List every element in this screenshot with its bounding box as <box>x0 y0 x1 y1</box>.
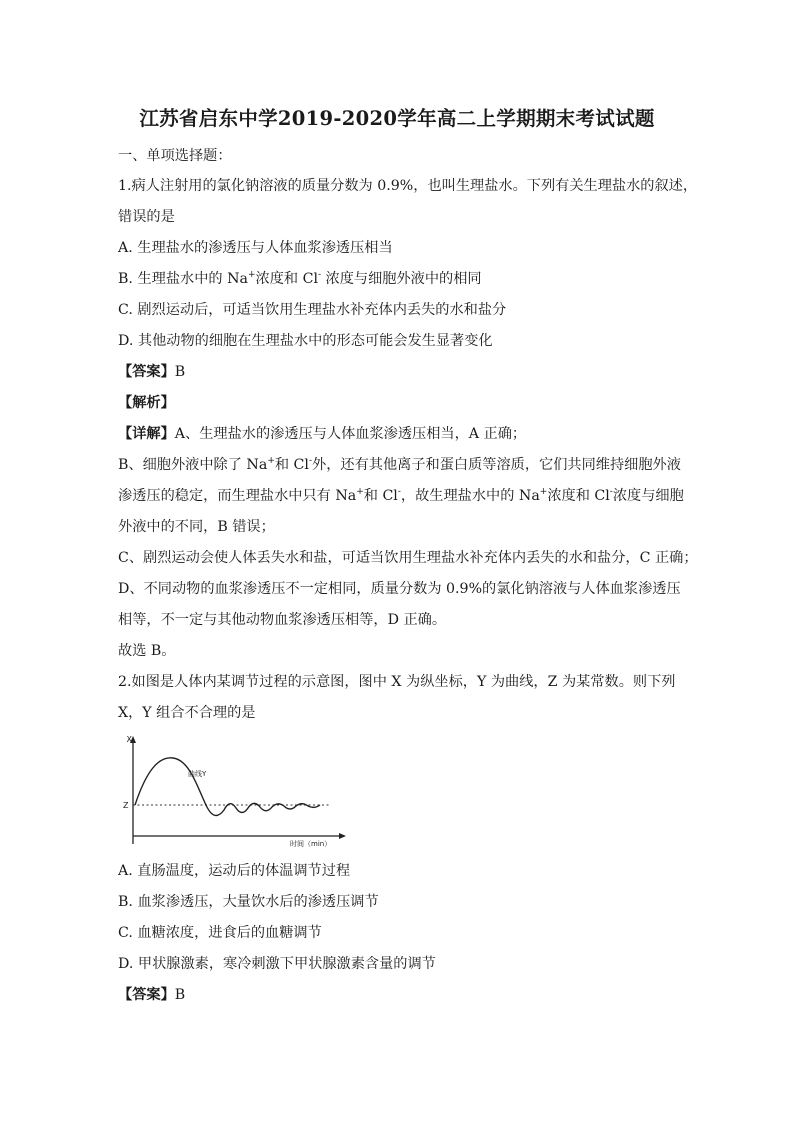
detail-text: ，故生理盐水中的 Na <box>400 488 540 504</box>
superscript: + <box>356 487 364 497</box>
detail-label: 【详解】 <box>118 426 175 442</box>
page-title: 江苏省启东中学2019-2020学年高二上学期期末考试试题 <box>139 107 655 130</box>
q1-detail-d2: 相等，不一定与其他动物血浆渗透压相等，D 正确。 <box>118 612 447 628</box>
q1-option-b-text: B. 生理盐水中的 Na <box>118 271 248 287</box>
answer-label: 【答案】 <box>118 987 175 1003</box>
q1-detail-b1 <box>118 455 681 475</box>
q2-answer <box>118 985 185 1005</box>
q1-detail-c: C、剧烈运动会使人体丢失水和盐，可适当饮用生理盐水补充体内丢失的水和盐分，C 正确； <box>118 550 698 566</box>
q1-option-b <box>118 269 482 289</box>
q1-detail-d1: D、不同动物的血浆渗透压不一定相同，质量分数为 0.9%的氯化钠溶液与人体血浆渗透压 <box>118 581 681 597</box>
answer-label: 【答案】 <box>118 364 175 380</box>
q1-option-b-text: 浓度与细胞外液中的相同 <box>321 271 482 287</box>
answer-value: B <box>174 364 186 380</box>
q2-option-c: C. 血糖浓度，进食后的血糖调节 <box>118 925 322 941</box>
superscript: + <box>539 487 548 497</box>
analysis-label: 【解析】 <box>118 395 175 411</box>
superscript: - <box>317 270 322 280</box>
q1-option-c: C. 剧烈运动后，可适当饮用生理盐水补充体内丢失的水和盐分 <box>118 302 507 318</box>
detail-text: 和 Cl <box>274 457 309 473</box>
regulation-curve-figure <box>118 734 350 852</box>
q2-option-a: A. 直肠温度，运动后的体温调节过程 <box>118 863 351 879</box>
superscript: + <box>267 456 275 466</box>
superscript: - <box>308 456 312 466</box>
detail-text: 浓度和 Cl <box>547 488 610 504</box>
detail-text: 渗透压的稳定，而生理盐水中只有 Na <box>118 488 357 504</box>
q2-stem-line2: X，Y 组合不合理的是 <box>118 705 256 721</box>
superscript: - <box>397 487 401 497</box>
detail-text: 和 Cl <box>363 488 398 504</box>
y-axis-label: X <box>126 735 132 744</box>
superscript: - <box>609 487 613 497</box>
section-heading: 一、单项选择题： <box>118 148 232 164</box>
q1-conclusion: 故选 B。 <box>118 643 176 659</box>
constant-z-label: Z <box>123 801 129 810</box>
q1-option-b-text: 浓度和 Cl <box>255 271 318 287</box>
x-axis-arrow <box>339 833 346 839</box>
detail-text: 外，还有其他离子和蛋白质等溶质，它们共同维持细胞外液 <box>312 457 681 473</box>
q1-detail-b3: 外液中的不同，B 错误； <box>118 519 275 535</box>
q1-analysis-label <box>118 393 175 413</box>
q1-stem-line2: 错误的是 <box>118 209 175 225</box>
q1-option-a: A. 生理盐水的渗透压与人体血浆渗透压相当 <box>118 240 393 256</box>
q1-option-d: D. 其他动物的细胞在生理盐水中的形态可能会发生显著变化 <box>118 333 493 349</box>
detail-text: B、细胞外液中除了 Na <box>118 457 268 473</box>
curve-y <box>135 758 320 816</box>
superscript: + <box>247 270 256 280</box>
q2-stem-line1: 2.如图是人体内某调节过程的示意图，图中 X 为纵坐标，Y 为曲线，Z 为某常数。则下列 <box>118 674 676 690</box>
detail-text: A、生理盐水的渗透压与人体血浆渗透压相当，A 正确； <box>174 426 527 442</box>
q1-answer <box>118 362 185 382</box>
q1-detail-a <box>118 424 526 444</box>
q1-detail-b2 <box>118 486 684 506</box>
q1-stem-line1: 1.病人注射用的氯化钠溶液的质量分数为 0.9%，也叫生理盐水。下列有关生理盐水的叙述， <box>118 178 698 194</box>
q2-option-b: B. 血浆渗透压，大量饮水后的渗透压调节 <box>118 894 379 910</box>
answer-value: B <box>174 987 186 1003</box>
detail-text: 浓度与细胞 <box>612 488 684 504</box>
x-axis-label: 时间（min） <box>290 840 332 848</box>
curve-y-label: 曲线Y <box>188 770 207 778</box>
q2-option-d: D. 甲状腺激素，寒冷刺激下甲状腺激素含量的调节 <box>118 956 436 972</box>
